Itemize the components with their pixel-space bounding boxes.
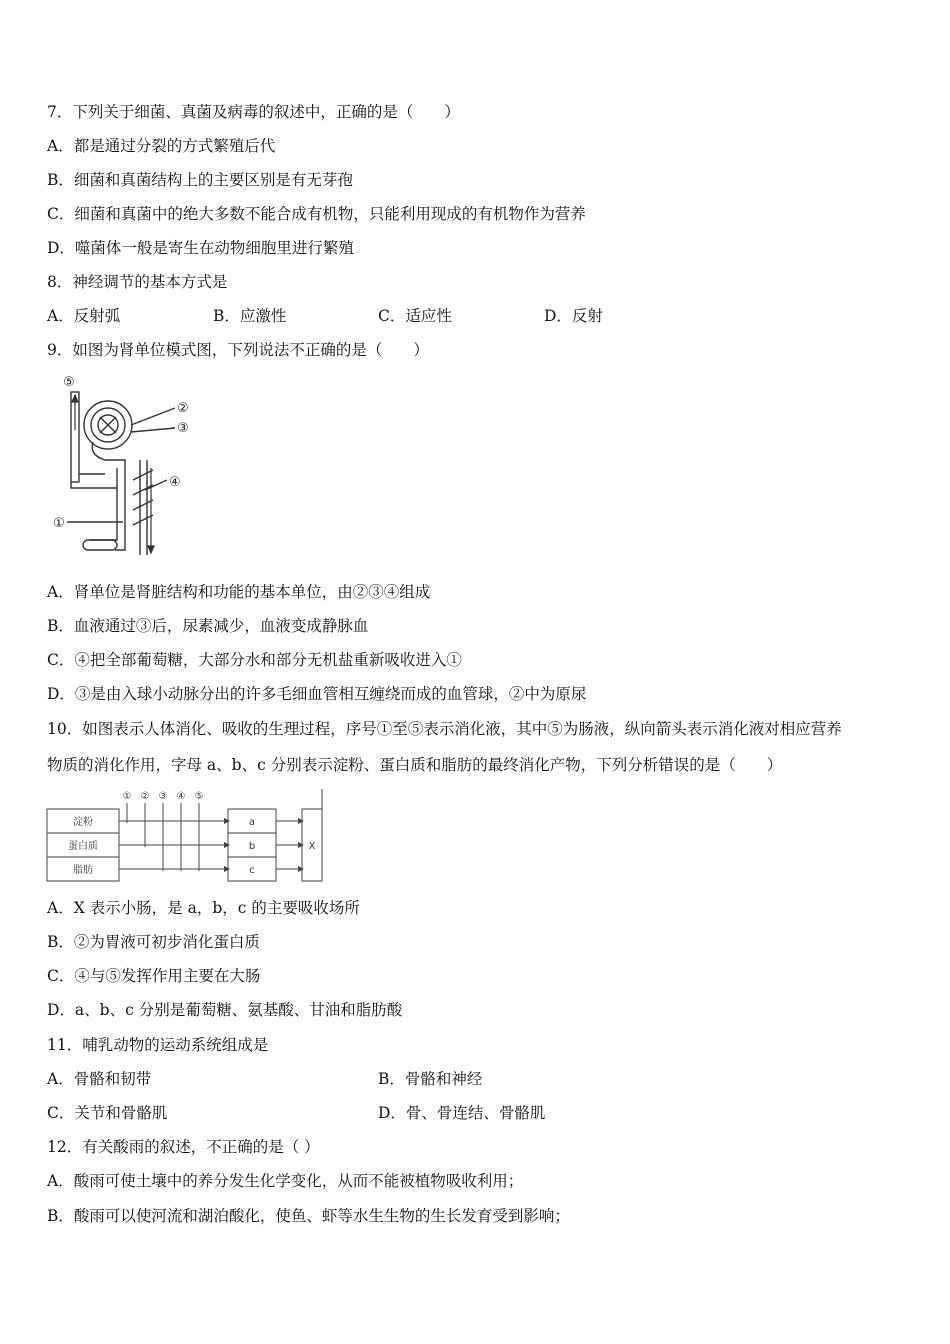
juice-5: ⑤ xyxy=(194,791,204,802)
label-4-leader xyxy=(145,480,167,490)
q9-option-d: D．③是由入球小动脉分出的许多毛细血管相互缠绕而成的血管球，②中为原尿 xyxy=(47,685,587,703)
product-a: a xyxy=(248,817,256,828)
arrowhead-c xyxy=(298,866,304,872)
q10-stem-line2: 物质的消化作用，字母 a、b、c 分别表示淀粉、蛋白质和脂肪的最终消化产物，下列分析错误的是（ ） xyxy=(47,756,783,774)
juice-4: ④ xyxy=(176,791,186,802)
q7-option-b: B．细菌和真菌结构上的主要区别是有无芽孢 xyxy=(47,171,353,189)
q8-option-a: A．反射弧 xyxy=(47,307,121,325)
arrowhead-b xyxy=(298,842,304,848)
q7-option-c: C．细菌和真菌中的绝大多数不能合成有机物，只能利用现成的有机物作为营养 xyxy=(47,205,586,223)
label-2-leader xyxy=(131,408,175,425)
label-3-leader xyxy=(131,428,175,432)
q10-option-b: B．②为胃液可初步消化蛋白质 xyxy=(47,933,260,951)
q9-option-a: A．肾单位是肾脏结构和功能的基本单位，由②③④组成 xyxy=(47,583,431,601)
nephron-diagram xyxy=(45,370,195,565)
lower-connector xyxy=(71,482,117,488)
site-x: X xyxy=(308,841,316,852)
q7-option-a: A．都是通过分裂的方式繁殖后代 xyxy=(47,137,276,155)
arrowhead-a xyxy=(298,818,304,824)
arrowhead-starch xyxy=(224,818,230,824)
q10-option-a: A．X 表示小肠，是 a，b，c 的主要吸收场所 xyxy=(47,899,360,917)
q8-stem: 8．神经调节的基本方式是 xyxy=(47,273,228,291)
q10-option-d: D．a、b、c 分别是葡萄糖、氨基酸、甘油和脂肪酸 xyxy=(47,1001,403,1019)
juice-3: ③ xyxy=(158,791,168,802)
juice-1: ① xyxy=(122,791,132,802)
label-4: ④ xyxy=(169,475,181,490)
q11-option-d: D．骨、骨连结、骨骼肌 xyxy=(378,1104,546,1122)
digestion-diagram xyxy=(45,787,325,887)
tube-end xyxy=(83,540,117,550)
product-b: b xyxy=(248,841,256,852)
up-arrow-head xyxy=(72,395,78,402)
nutrient-fat: 脂肪 xyxy=(73,865,93,876)
label-5: ⑤ xyxy=(63,375,75,390)
renal-tubule xyxy=(92,442,125,550)
q11-stem: 11．哺乳动物的运动系统组成是 xyxy=(47,1036,269,1054)
hatch-3 xyxy=(133,500,153,510)
q11-option-b: B．骨骼和神经 xyxy=(378,1070,483,1088)
label-1: ① xyxy=(53,516,65,531)
q10-stem-line1: 10．如图表示人体消化、吸收的生理过程，序号①至⑤表示消化液，其中⑤为肠液，纵向箭头表示消化液对相应营养 xyxy=(47,720,842,738)
q9-option-b: B．血液通过③后，尿素减少，血液变成静脉血 xyxy=(47,617,369,635)
q11-option-c: C．关节和骨骼肌 xyxy=(47,1104,168,1122)
product-c: c xyxy=(249,865,255,876)
q10-option-c: C．④与⑤发挥作用主要在大肠 xyxy=(47,967,261,985)
q9-stem: 9．如图为肾单位模式图，下列说法不正确的是（ ） xyxy=(47,341,429,359)
arrowhead-fat xyxy=(224,866,230,872)
q9-option-c: C．④把全部葡萄糖，大部分水和部分无机盐重新吸收进入① xyxy=(47,651,462,669)
q8-option-c: C．适应性 xyxy=(378,307,452,325)
juice-2: ② xyxy=(140,791,150,802)
hatch-1 xyxy=(133,470,153,480)
hatch-4 xyxy=(133,515,153,525)
down-arrow-head xyxy=(148,546,154,553)
q12-option-b: B．酸雨可以使河流和湖泊酸化，使鱼、虾等水生生物的生长发育受到影响； xyxy=(47,1207,570,1225)
tubule-inner xyxy=(90,468,117,540)
q7-stem: 7．下列关于细菌、真菌及病毒的叙述中，正确的是（ ） xyxy=(47,103,460,121)
q12-option-a: A．酸雨可使土壤中的养分发生化学变化，从而不能被植物吸收利用； xyxy=(47,1172,524,1190)
q8-option-d: D．反射 xyxy=(544,307,603,325)
label-2: ② xyxy=(177,401,189,416)
q7-option-d: D．噬菌体一般是寄生在动物细胞里进行繁殖 xyxy=(47,239,354,257)
q8-option-b: B．应激性 xyxy=(213,307,287,325)
nutrient-protein: 蛋白质 xyxy=(68,841,98,852)
q12-stem: 12．有关酸雨的叙述，不正确的是（ ） xyxy=(47,1138,320,1156)
nutrient-starch: 淀粉 xyxy=(73,817,93,828)
arrowhead-protein xyxy=(224,842,230,848)
q11-option-a: A．骨骼和韧带 xyxy=(47,1070,152,1088)
label-3: ③ xyxy=(177,421,189,436)
hatch-2 xyxy=(133,485,153,495)
